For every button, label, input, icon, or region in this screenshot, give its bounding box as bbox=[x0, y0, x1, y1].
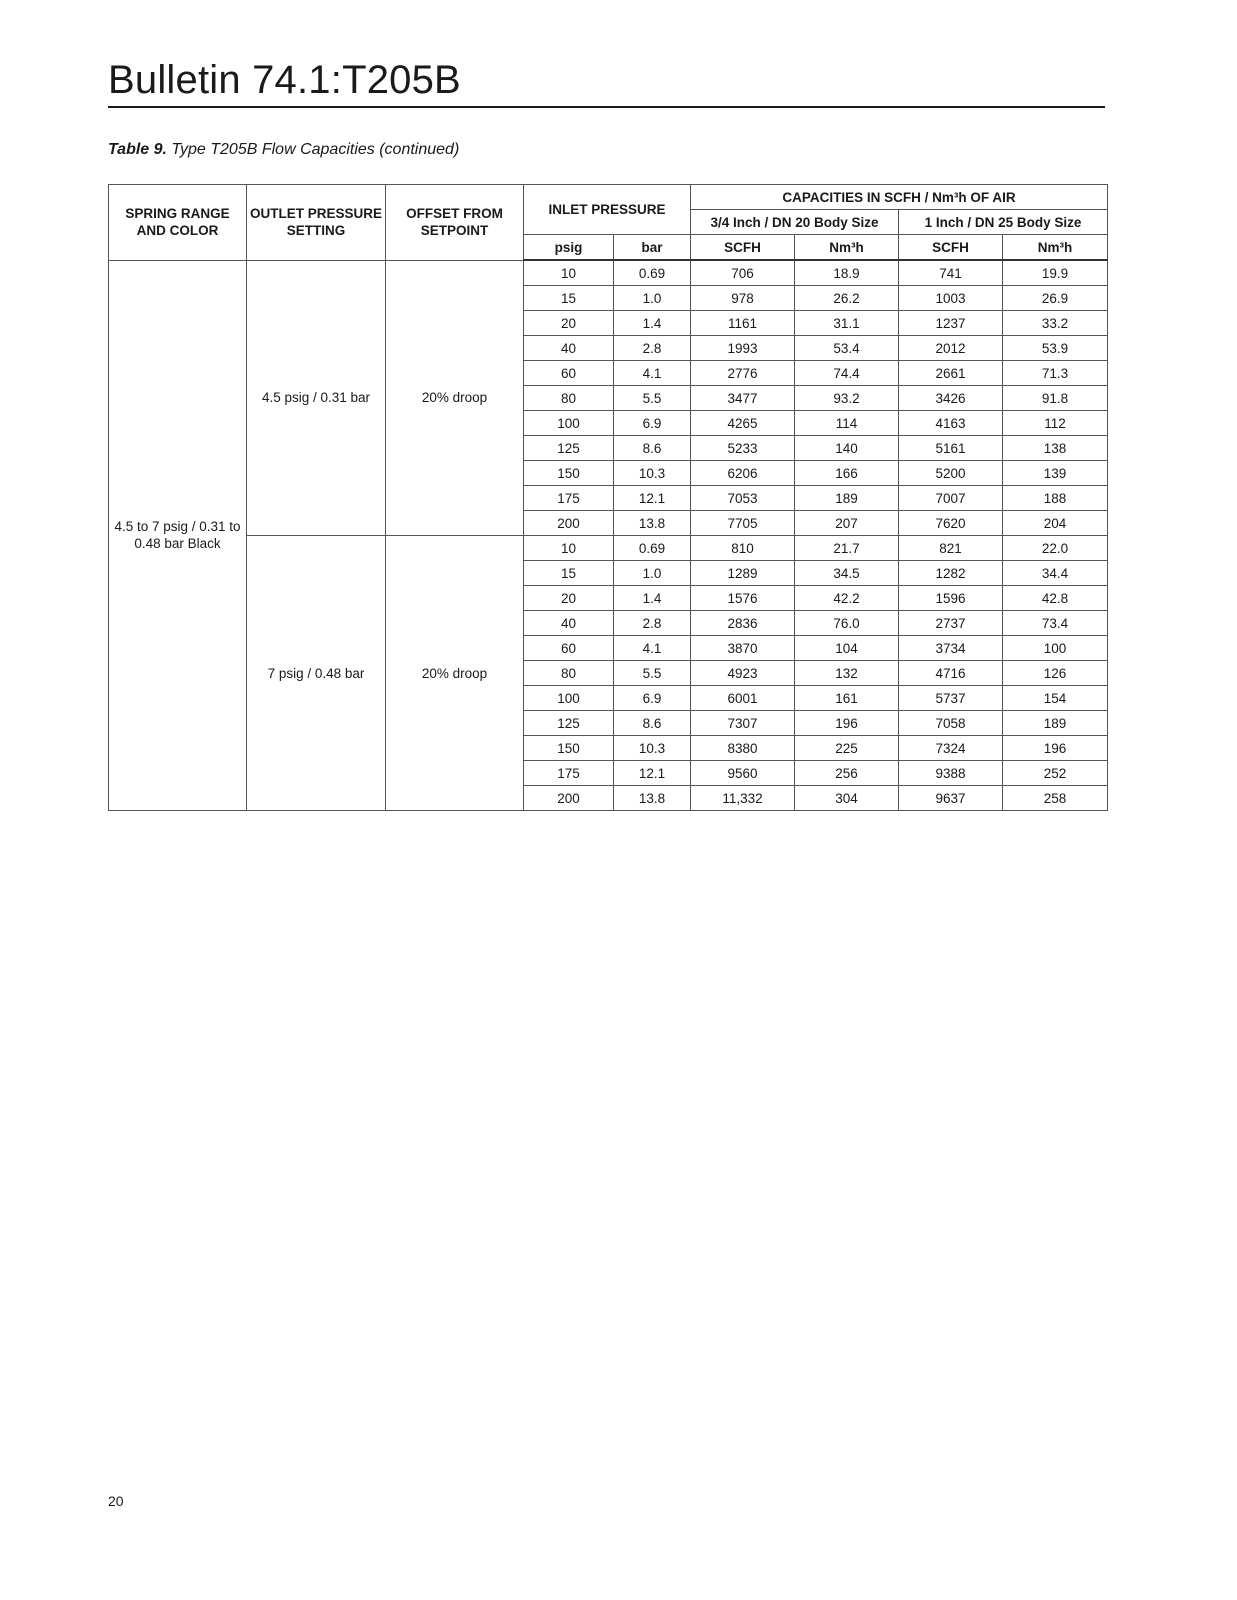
inlet-bar-cell: 2.8 bbox=[614, 611, 691, 636]
header-inlet-pressure: INLET PRESSURE bbox=[524, 185, 691, 235]
outlet-pressure-cell: 7 psig / 0.48 bar bbox=[247, 536, 386, 811]
nm3h-1-cell: 91.8 bbox=[1003, 386, 1108, 411]
inlet-psig-cell: 100 bbox=[524, 411, 614, 436]
header-nm3h-1: Nm³h bbox=[1003, 235, 1108, 261]
inlet-psig-cell: 200 bbox=[524, 786, 614, 811]
nm3h-1-cell: 42.8 bbox=[1003, 586, 1108, 611]
nm3h-1-cell: 53.9 bbox=[1003, 336, 1108, 361]
nm3h-1-cell: 71.3 bbox=[1003, 361, 1108, 386]
scfh-34-cell: 1161 bbox=[691, 311, 795, 336]
table-caption-text: Type T205B Flow Capacities (continued) bbox=[166, 141, 460, 158]
inlet-bar-cell: 5.5 bbox=[614, 661, 691, 686]
inlet-bar-cell: 2.8 bbox=[614, 336, 691, 361]
nm3h-34-cell: 132 bbox=[795, 661, 899, 686]
nm3h-1-cell: 258 bbox=[1003, 786, 1108, 811]
inlet-bar-cell: 0.69 bbox=[614, 536, 691, 561]
spring-range-cell: 4.5 to 7 psig / 0.31 to 0.48 bar Black bbox=[109, 260, 247, 811]
scfh-34-cell: 6001 bbox=[691, 686, 795, 711]
scfh-1-cell: 1003 bbox=[899, 286, 1003, 311]
inlet-psig-cell: 125 bbox=[524, 711, 614, 736]
page-number: 20 bbox=[108, 1493, 124, 1509]
scfh-1-cell: 5161 bbox=[899, 436, 1003, 461]
header-psig: psig bbox=[524, 235, 614, 261]
inlet-psig-cell: 175 bbox=[524, 486, 614, 511]
scfh-34-cell: 2836 bbox=[691, 611, 795, 636]
nm3h-34-cell: 18.9 bbox=[795, 260, 899, 286]
nm3h-1-cell: 188 bbox=[1003, 486, 1108, 511]
scfh-1-cell: 4163 bbox=[899, 411, 1003, 436]
nm3h-1-cell: 100 bbox=[1003, 636, 1108, 661]
inlet-psig-cell: 10 bbox=[524, 260, 614, 286]
scfh-34-cell: 7705 bbox=[691, 511, 795, 536]
scfh-1-cell: 2012 bbox=[899, 336, 1003, 361]
inlet-psig-cell: 80 bbox=[524, 386, 614, 411]
scfh-34-cell: 1576 bbox=[691, 586, 795, 611]
offset-cell: 20% droop bbox=[386, 536, 524, 811]
scfh-1-cell: 2737 bbox=[899, 611, 1003, 636]
nm3h-34-cell: 26.2 bbox=[795, 286, 899, 311]
inlet-psig-cell: 15 bbox=[524, 561, 614, 586]
scfh-1-cell: 5737 bbox=[899, 686, 1003, 711]
scfh-34-cell: 3477 bbox=[691, 386, 795, 411]
table-body bbox=[109, 260, 1108, 811]
scfh-1-cell: 741 bbox=[899, 260, 1003, 286]
nm3h-1-cell: 73.4 bbox=[1003, 611, 1108, 636]
offset-cell: 20% droop bbox=[386, 260, 524, 536]
table-caption bbox=[108, 140, 459, 160]
inlet-bar-cell: 0.69 bbox=[614, 260, 691, 286]
scfh-34-cell: 706 bbox=[691, 260, 795, 286]
scfh-34-cell: 7053 bbox=[691, 486, 795, 511]
nm3h-1-cell: 34.4 bbox=[1003, 561, 1108, 586]
inlet-psig-cell: 175 bbox=[524, 761, 614, 786]
scfh-1-cell: 7007 bbox=[899, 486, 1003, 511]
scfh-1-cell: 1596 bbox=[899, 586, 1003, 611]
scfh-1-cell: 1282 bbox=[899, 561, 1003, 586]
scfh-34-cell: 7307 bbox=[691, 711, 795, 736]
nm3h-1-cell: 19.9 bbox=[1003, 260, 1108, 286]
nm3h-34-cell: 42.2 bbox=[795, 586, 899, 611]
scfh-1-cell: 7620 bbox=[899, 511, 1003, 536]
scfh-34-cell: 4923 bbox=[691, 661, 795, 686]
nm3h-34-cell: 21.7 bbox=[795, 536, 899, 561]
table-caption-label: Table 9. bbox=[108, 141, 167, 158]
scfh-1-cell: 5200 bbox=[899, 461, 1003, 486]
header-offset: OFFSET FROM SETPOINT bbox=[386, 185, 524, 261]
inlet-bar-cell: 8.6 bbox=[614, 711, 691, 736]
scfh-1-cell: 9637 bbox=[899, 786, 1003, 811]
scfh-1-cell: 2661 bbox=[899, 361, 1003, 386]
header-nm3h-34: Nm³h bbox=[795, 235, 899, 261]
nm3h-34-cell: 76.0 bbox=[795, 611, 899, 636]
nm3h-34-cell: 31.1 bbox=[795, 311, 899, 336]
inlet-bar-cell: 1.4 bbox=[614, 311, 691, 336]
inlet-psig-cell: 40 bbox=[524, 336, 614, 361]
nm3h-1-cell: 189 bbox=[1003, 711, 1108, 736]
inlet-bar-cell: 1.0 bbox=[614, 286, 691, 311]
scfh-1-cell: 7324 bbox=[899, 736, 1003, 761]
inlet-bar-cell: 6.9 bbox=[614, 686, 691, 711]
scfh-34-cell: 5233 bbox=[691, 436, 795, 461]
scfh-1-cell: 3426 bbox=[899, 386, 1003, 411]
header-bar: bar bbox=[614, 235, 691, 261]
nm3h-34-cell: 256 bbox=[795, 761, 899, 786]
header-body-size-1: 1 Inch / DN 25 Body Size bbox=[899, 210, 1108, 235]
nm3h-1-cell: 126 bbox=[1003, 661, 1108, 686]
inlet-psig-cell: 40 bbox=[524, 611, 614, 636]
inlet-bar-cell: 6.9 bbox=[614, 411, 691, 436]
inlet-bar-cell: 10.3 bbox=[614, 461, 691, 486]
nm3h-34-cell: 196 bbox=[795, 711, 899, 736]
scfh-1-cell: 821 bbox=[899, 536, 1003, 561]
scfh-1-cell: 4716 bbox=[899, 661, 1003, 686]
flow-capacity-table bbox=[108, 184, 1108, 811]
inlet-bar-cell: 13.8 bbox=[614, 786, 691, 811]
inlet-bar-cell: 8.6 bbox=[614, 436, 691, 461]
scfh-34-cell: 978 bbox=[691, 286, 795, 311]
inlet-bar-cell: 4.1 bbox=[614, 636, 691, 661]
inlet-bar-cell: 10.3 bbox=[614, 736, 691, 761]
nm3h-1-cell: 204 bbox=[1003, 511, 1108, 536]
scfh-34-cell: 6206 bbox=[691, 461, 795, 486]
nm3h-34-cell: 34.5 bbox=[795, 561, 899, 586]
scfh-1-cell: 9388 bbox=[899, 761, 1003, 786]
inlet-bar-cell: 12.1 bbox=[614, 761, 691, 786]
inlet-psig-cell: 100 bbox=[524, 686, 614, 711]
inlet-bar-cell: 5.5 bbox=[614, 386, 691, 411]
nm3h-34-cell: 93.2 bbox=[795, 386, 899, 411]
inlet-bar-cell: 1.0 bbox=[614, 561, 691, 586]
inlet-psig-cell: 80 bbox=[524, 661, 614, 686]
header-scfh-34: SCFH bbox=[691, 235, 795, 261]
nm3h-1-cell: 139 bbox=[1003, 461, 1108, 486]
outlet-pressure-cell: 4.5 psig / 0.31 bar bbox=[247, 260, 386, 536]
inlet-bar-cell: 1.4 bbox=[614, 586, 691, 611]
scfh-34-cell: 3870 bbox=[691, 636, 795, 661]
inlet-psig-cell: 15 bbox=[524, 286, 614, 311]
scfh-34-cell: 11,332 bbox=[691, 786, 795, 811]
header-body-size-34: 3/4 Inch / DN 20 Body Size bbox=[691, 210, 899, 235]
inlet-psig-cell: 150 bbox=[524, 736, 614, 761]
nm3h-34-cell: 161 bbox=[795, 686, 899, 711]
inlet-psig-cell: 60 bbox=[524, 636, 614, 661]
inlet-bar-cell: 12.1 bbox=[614, 486, 691, 511]
nm3h-1-cell: 252 bbox=[1003, 761, 1108, 786]
header-outlet-pressure: OUTLET PRESSURE SETTING bbox=[247, 185, 386, 261]
scfh-34-cell: 1289 bbox=[691, 561, 795, 586]
table-row bbox=[109, 260, 1108, 286]
scfh-34-cell: 9560 bbox=[691, 761, 795, 786]
nm3h-1-cell: 112 bbox=[1003, 411, 1108, 436]
nm3h-34-cell: 114 bbox=[795, 411, 899, 436]
scfh-34-cell: 1993 bbox=[691, 336, 795, 361]
inlet-psig-cell: 125 bbox=[524, 436, 614, 461]
nm3h-34-cell: 140 bbox=[795, 436, 899, 461]
header-spring-range: SPRING RANGE AND COLOR bbox=[109, 185, 247, 261]
scfh-1-cell: 1237 bbox=[899, 311, 1003, 336]
nm3h-34-cell: 104 bbox=[795, 636, 899, 661]
nm3h-1-cell: 196 bbox=[1003, 736, 1108, 761]
inlet-psig-cell: 10 bbox=[524, 536, 614, 561]
scfh-34-cell: 2776 bbox=[691, 361, 795, 386]
scfh-34-cell: 4265 bbox=[691, 411, 795, 436]
nm3h-34-cell: 207 bbox=[795, 511, 899, 536]
page-title: Bulletin 74.1:T205B bbox=[108, 58, 461, 102]
title-divider bbox=[108, 106, 1105, 108]
scfh-34-cell: 810 bbox=[691, 536, 795, 561]
inlet-psig-cell: 200 bbox=[524, 511, 614, 536]
nm3h-34-cell: 53.4 bbox=[795, 336, 899, 361]
inlet-bar-cell: 13.8 bbox=[614, 511, 691, 536]
inlet-psig-cell: 150 bbox=[524, 461, 614, 486]
inlet-psig-cell: 60 bbox=[524, 361, 614, 386]
nm3h-34-cell: 304 bbox=[795, 786, 899, 811]
nm3h-34-cell: 189 bbox=[795, 486, 899, 511]
inlet-psig-cell: 20 bbox=[524, 311, 614, 336]
header-scfh-1: SCFH bbox=[899, 235, 1003, 261]
nm3h-1-cell: 22.0 bbox=[1003, 536, 1108, 561]
table-row bbox=[109, 536, 1108, 561]
header-capacities: CAPACITIES IN SCFH / Nm³h OF AIR bbox=[691, 185, 1108, 210]
inlet-psig-cell: 20 bbox=[524, 586, 614, 611]
scfh-1-cell: 7058 bbox=[899, 711, 1003, 736]
scfh-1-cell: 3734 bbox=[899, 636, 1003, 661]
nm3h-1-cell: 154 bbox=[1003, 686, 1108, 711]
nm3h-1-cell: 138 bbox=[1003, 436, 1108, 461]
inlet-bar-cell: 4.1 bbox=[614, 361, 691, 386]
nm3h-1-cell: 26.9 bbox=[1003, 286, 1108, 311]
nm3h-1-cell: 33.2 bbox=[1003, 311, 1108, 336]
nm3h-34-cell: 225 bbox=[795, 736, 899, 761]
scfh-34-cell: 8380 bbox=[691, 736, 795, 761]
nm3h-34-cell: 74.4 bbox=[795, 361, 899, 386]
nm3h-34-cell: 166 bbox=[795, 461, 899, 486]
